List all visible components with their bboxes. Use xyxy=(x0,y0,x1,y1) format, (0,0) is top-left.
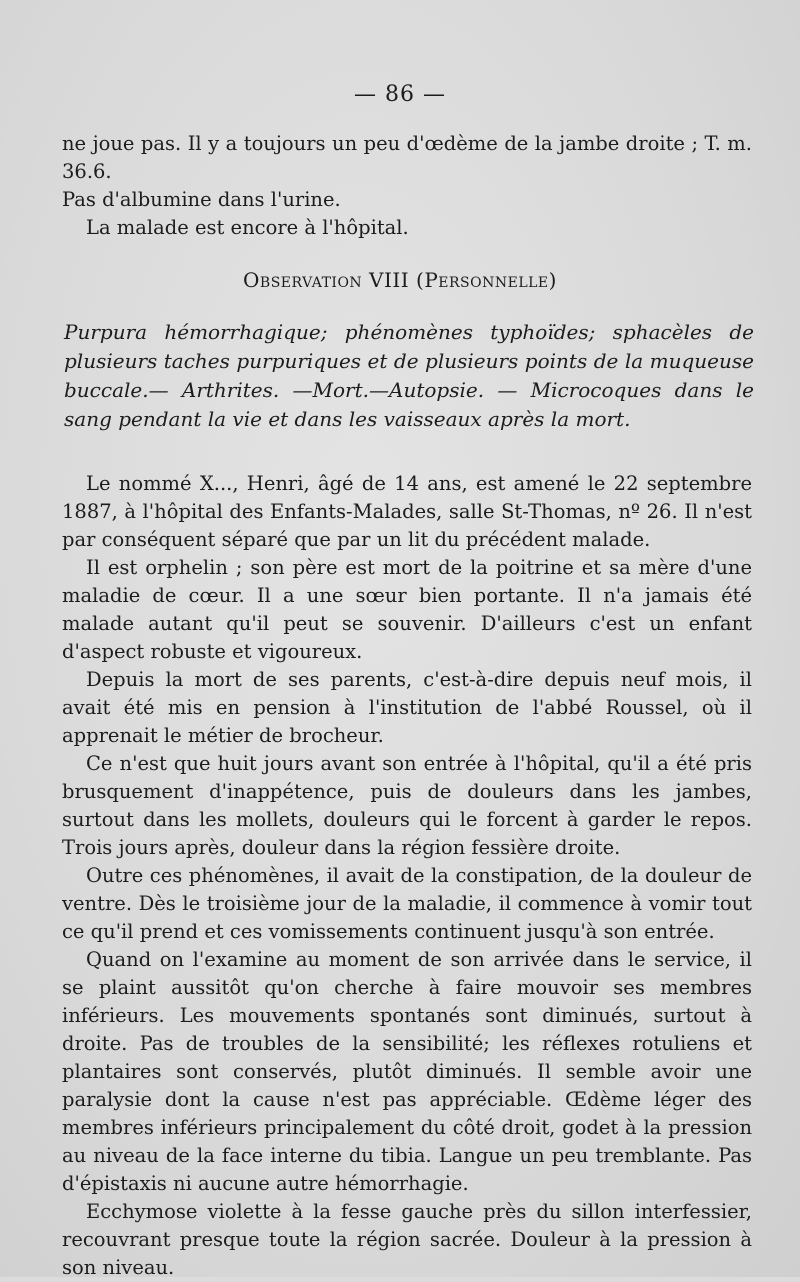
continuation-text xyxy=(62,130,752,242)
observation-body xyxy=(62,470,752,1282)
text-line: ne joue pas. Il y a toujours un peu d'œdème de la jambe droite ; T. m. 36.6. xyxy=(62,132,752,183)
observation-summary: Purpura hémorrhagique; phénomènes typhoïdes; sphacèles de plusieurs taches purpuriques et de plusieurs points de la muqueuse buccale.— Arthrites. —Mort.—Autopsie. — Microcoques dans le sang pendant la vie et dans les vaisseaux après la mort. xyxy=(64,320,754,431)
observation-subtitle: (Personnelle) xyxy=(416,268,557,292)
paragraph: Outre ces phénomènes, il avait de la constipation, de la douleur de ventre. Dès le troisième jour de la maladie, il commence à vomir tout ce qu'il prend et ces vomissements continuent jusqu'à son entrée. xyxy=(62,864,752,943)
paragraph: Depuis la mort de ses parents, c'est-à-dire depuis neuf mois, il avait été mis en pension à l'institution de l'abbé Roussel, où il apprenait le métier de brocheur. xyxy=(62,668,752,747)
text-line: Pas d'albumine dans l'urine. xyxy=(62,188,341,211)
paragraph: Ce n'est que huit jours avant son entrée à l'hôpital, qu'il a été pris brusquement d'inappétence, puis de douleurs dans les jambes, surtout dans les mollets, douleurs qui le forcent à garder le repos. Trois jours après, douleur dans la région fessière droite. xyxy=(62,752,752,859)
text-line: La malade est encore à l'hôpital. xyxy=(86,216,409,239)
paragraph: Quand on l'examine au moment de son arrivée dans le service, il se plaint aussitôt qu'on cherche à faire mouvoir ses membres inférieurs. Les mouvements spontanés sont diminués, surtout à droite. Pas de troubles de la sensibilité; les réflexes rotuliens et plantaires sont conservés, plutôt diminués. Il semble avoir une paralysie dont la cause n'est pas appréciable. Œdème léger des membres inférieurs principalement du côté droit, godet à la pression au niveau de la face interne du tibia. Langue un peu tremblante. Pas d'épistaxis ni aucune autre hémorrhagie. xyxy=(62,948,752,1195)
paragraph: Ecchymose violette à la fesse gauche près du sillon interfessier, recouvrant presque toute la région sacrée. Douleur à la pression à son niveau. xyxy=(62,1200,752,1279)
observation-heading xyxy=(0,268,800,292)
page-number: — 86 — xyxy=(354,82,446,107)
observation-title: Observation VIII xyxy=(243,268,410,292)
paragraph: Le nommé X..., Henri, âgé de 14 ans, est amené le 22 septembre 1887, à l'hôpital des Enfants-Malades, salle St-Thomas, nº 26. Il n'est par conséquent séparé que par un lit du précédent malade. xyxy=(62,472,752,551)
paragraph: Il est orphelin ; son père est mort de la poitrine et sa mère d'une maladie de cœur. Il a une sœur bien portante. Il n'a jamais été malade autant qu'il peut se souvenir. D'ailleurs c'est un enfant d'aspect robuste et vigoureux. xyxy=(62,556,752,663)
